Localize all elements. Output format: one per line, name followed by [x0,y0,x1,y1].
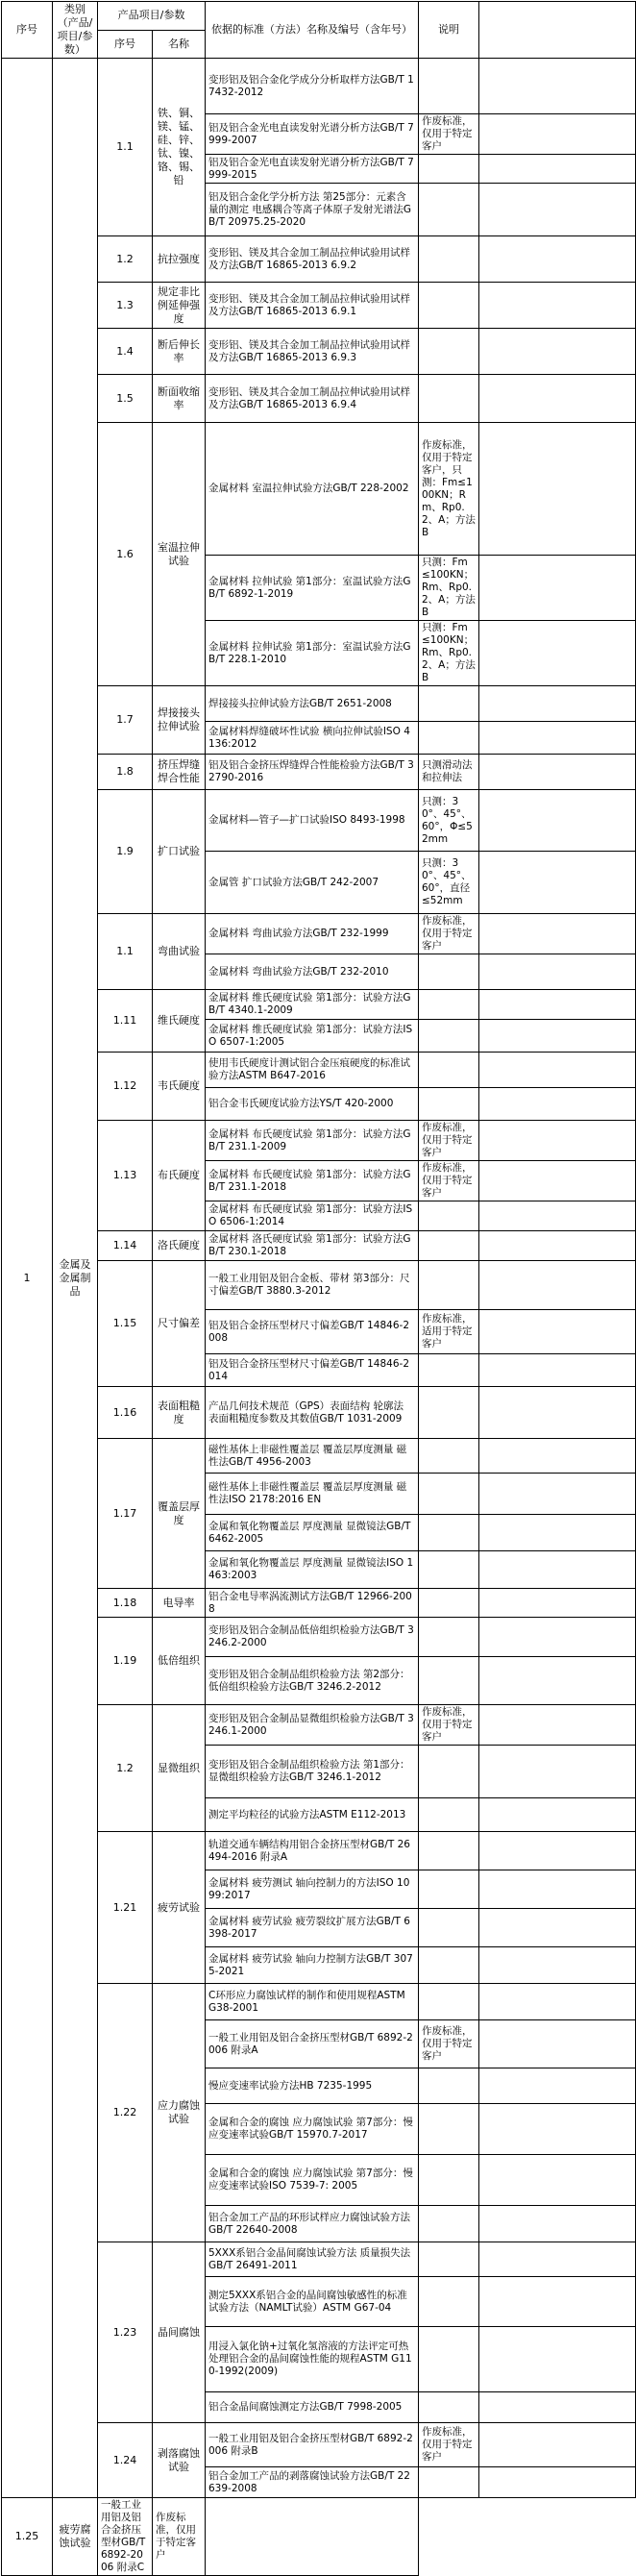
note-cell: 只测：Fm≤100KN；Rm、Rp0.2、A；方法B [419,621,479,686]
item-name: 电导率 [153,1589,206,1618]
note-cell [419,1201,479,1231]
header-sub-seq: 序号 [98,30,153,59]
page [0,1,636,2573]
item-seq: 1.3 [98,283,153,329]
empty-cell [479,790,636,852]
item-seq: 1.25 [2,2498,53,2576]
standard-cell: 变形铝、镁及其合金加工制品拉伸试验用试样及方法GB/T 16865-2013 6.9.1 [206,283,419,329]
note-cell [419,1984,479,2020]
item-seq: 1.1 [98,59,153,236]
item-seq: 1.16 [98,1387,153,1439]
standard-cell: 金属材料 疲劳试验 轴向力控制方法GB/T 3075-2021 [206,1947,419,1984]
note-cell [419,2242,479,2277]
empty-cell [479,2068,636,2104]
item-name: 焊接接头拉伸试验 [153,686,206,755]
item-seq: 1.23 [98,2242,153,2423]
item-seq: 1.19 [98,1618,153,1705]
note-cell [419,1832,479,1870]
note-cell [419,2206,479,2242]
standard-cell: 一般工业用铝及铝合金挤压型材GB/T 6892-2006 附录B [206,2423,419,2467]
item-name: 断面收缩率 [153,375,206,423]
standard-cell: 金属材料 弯曲试验方法GB/T 232-1999 [206,914,419,954]
empty-cell [479,1832,636,1870]
item-seq: 1.7 [98,686,153,755]
empty-cell [479,1551,636,1589]
note-cell [419,236,479,283]
standard-cell: 金属材料 室温拉伸试验方法GB/T 228-2002 [206,423,419,556]
empty-cell [479,2467,636,2498]
main-seq: 1 [2,59,53,2498]
note-cell: 作废标准，仅用于特定客户 [419,914,479,954]
standard-cell: 慢应变速率试验方法HB 7235-1995 [206,2068,419,2104]
note-cell [419,1589,479,1618]
standard-cell: 铝及铝合金化学分析方法 第25部分：元素含量的测定 电感耦合等离子体原子发射光谱法GB/T 20975.25-2020 [206,184,419,236]
empty-cell [206,2498,419,2576]
standard-cell: 金属和合金的腐蚀 应力腐蚀试验 第7部分：慢应变速率试验ISO 7539-7: 2005 [206,2155,419,2206]
standard-cell: 变形铝及铝合金化学成分分析取样方法GB/T 17432-2012 [206,59,419,114]
note-cell [419,1020,479,1053]
note-cell [419,155,479,184]
item-name: 晶间腐蚀 [153,2242,206,2423]
item-seq: 1.22 [98,1984,153,2242]
standard-cell: 变形铝及铝合金制品组织检验方法 第1部分：显微组织检验方法GB/T 3246.1-2012 [206,1746,419,1798]
standard-cell: 金属材料 布氏硬度试验 第1部分：试验方法ISO 6506-1:2014 [206,1201,419,1231]
header-category: 类别（产品/项目/参数） [53,2,98,59]
item-seq: 1.12 [98,1053,153,1121]
item-name: 应力腐蚀试验 [153,1984,206,2242]
note-cell [419,184,479,236]
item-seq: 1.24 [98,2423,153,2498]
empty-cell [479,914,636,954]
empty-cell [479,1439,636,1474]
item-name: 低倍组织 [153,1618,206,1705]
empty-cell [479,184,636,236]
note-cell [419,1947,479,1984]
empty-cell [479,1310,636,1354]
header-note: 说明 [419,2,479,59]
note-cell: 只测：30°、45°、60°，直径≤52mm [419,852,479,914]
standard-cell: 铝合金加工产品的环形试样应力腐蚀试验方法GB/T 22640-2008 [206,2206,419,2242]
standard-cell: 变形铝及铝合金制品显微组织检验方法GB/T 3246.1-2000 [206,1705,419,1746]
empty-cell [479,2020,636,2068]
empty-cell [479,1746,636,1798]
item-name: 铁、铜、镁、锰、硅、锌、钛、镍、铬、锡、铅 [153,59,206,236]
standard-cell: 变形铝及铝合金制品低倍组织检验方法GB/T 3246.2-2000 [206,1618,419,1657]
standard-cell: 金属材料—管子—扩口试验ISO 8493-1998 [206,790,419,852]
empty-cell [479,1657,636,1705]
item-name: 洛氏硬度 [153,1231,206,1261]
empty-cell [479,1474,636,1515]
item-name: 剥落腐蚀试验 [153,2423,206,2498]
item-seq: 1.13 [98,1121,153,1231]
empty-cell [479,1947,636,1984]
standard-cell: 变形铝、镁及其合金加工制品拉伸试验用试样及方法GB/T 16865-2013 6.9.3 [206,329,419,375]
standard-cell: 金属材料 弯曲试验方法GB/T 232-2010 [206,954,419,990]
standard-cell: 产品几何技术规范（GPS）表面结构 轮廓法 表面粗糙度参数及其数值GB/T 1031-2009 [206,1387,419,1439]
standard-cell: 一般工业用铝及铝合金挤压型材GB/T 6892-2006 附录A [206,2020,419,2068]
item-seq: 1.5 [98,375,153,423]
empty-cell [479,1589,636,1618]
note-cell: 只测：Fm≤100KN；Rm、Rp0.2、A；方法 B [419,556,479,621]
empty-cell [479,2423,636,2467]
note-cell [419,2068,479,2104]
standard-cell: 金属材料焊缝破坏性试验 横向拉伸试验ISO 4136:2012 [206,722,419,755]
note-cell: 作废标准，仅用于特定客户 [419,1121,479,1161]
note-cell [419,1053,479,1088]
standard-cell: 用浸入氯化钠+过氧化氢溶液的方法评定可热处理铝合金的晶间腐蚀性能的规程ASTM G110-1992(2009) [206,2327,419,2392]
empty-cell [479,621,636,686]
empty-cell [479,1387,636,1439]
item-name: 挤压焊缝焊合性能 [153,755,206,790]
empty-cell [479,2155,636,2206]
note-cell [419,1387,479,1439]
note-cell [419,2155,479,2206]
empty-cell [479,1121,636,1161]
item-name: 规定非比例延伸强度 [153,283,206,329]
standard-cell: 铝及铝合金光电直读发射光谱分析方法GB/T 7999-2015 [206,155,419,184]
empty-cell [479,1909,636,1947]
header-standard: 依据的标准（方法）名称及编号（含年号） [206,2,419,59]
item-name: 显微组织 [153,1705,206,1832]
standard-cell: 铝合金加工产品的剥落腐蚀试验方法GB/T 22639-2008 [206,2467,419,2498]
standard-cell: 轨道交通车辆结构用铝合金挤压型材GB/T 26494-2016 附录A [206,1832,419,1870]
header-seq: 序号 [2,2,53,59]
standard-cell: 铝及铝合金挤压焊缝焊合性能检验方法GB/T 32790-2016 [206,755,419,790]
item-name: 抗拉强度 [153,236,206,283]
standard-cell: 金属材料 洛氏硬度试验 第1部分：试验方法GB/T 230.1-2018 [206,1231,419,1261]
item-seq: 1.9 [98,790,153,914]
item-name: 疲劳腐蚀试验 [53,2498,98,2576]
empty-cell [479,1354,636,1387]
standard-cell: 测定平均粒径的试验方法ASTM E112-2013 [206,1798,419,1832]
note-cell [419,1618,479,1657]
item-seq: 1.21 [98,1832,153,1984]
standard-cell: 测定5XXX系铝合金的晶间腐蚀敏感性的标准试验方法（NAMLT试验）ASTM G67-04 [206,2277,419,2327]
note-cell [419,1231,479,1261]
capability-table [1,1,636,2576]
note-cell: 作废标准，仅用于特定客户 [419,1161,479,1201]
standard-cell: 金属材料 布氏硬度试验 第1部分：试验方法GB/T 231.1-2009 [206,1121,419,1161]
item-name: 覆盖层厚度 [153,1439,206,1589]
item-name: 室温拉伸试验 [153,423,206,686]
empty-cell [479,1870,636,1909]
empty-cell [479,329,636,375]
standard-cell: 金属材料 拉伸试验 第1部分：室温试验方法GB/T 228.1-2010 [206,621,419,686]
empty-cell [479,755,636,790]
note-cell [419,1515,479,1551]
note-cell [419,686,479,722]
item-seq: 1.18 [98,1589,153,1618]
table-row [2,59,636,114]
empty-cell [479,1231,636,1261]
main-category: 金属及金属制品 [53,59,98,2498]
empty-cell [479,1515,636,1551]
empty-cell [479,2392,636,2423]
note-cell: 作废标准，仅用于特定客户 [419,114,479,155]
standard-cell: C环形应力腐蚀试样的制作和使用规程ASTM G38-2001 [206,1984,419,2020]
item-name: 尺寸偏差 [153,1261,206,1387]
note-cell [419,722,479,755]
note-cell [419,1870,479,1909]
empty-cell [479,1020,636,1053]
item-seq: 1.6 [98,423,153,686]
note-cell [419,1088,479,1121]
empty-cell [479,990,636,1020]
empty-cell [479,1705,636,1746]
empty-cell [479,1984,636,2020]
note-cell: 作废标准，仅用于特定客户 [419,2020,479,2068]
empty-cell [479,2242,636,2277]
empty-cell [479,852,636,914]
standard-cell: 金属和氧化物覆盖层 厚度测量 显微镜法ISO 1463:2003 [206,1551,419,1589]
empty-cell [479,954,636,990]
note-cell [419,1474,479,1515]
empty-cell [479,722,636,755]
empty-cell [479,686,636,722]
item-seq: 1.11 [98,990,153,1053]
standard-cell: 金属和氧化物覆盖层 厚度测量 显微镜法GB/T 6462-2005 [206,1515,419,1551]
empty-cell [479,236,636,283]
standard-cell: 变形铝、镁及其合金加工制品拉伸试验用试样及方法GB/T 16865-2013 6.9.4 [206,375,419,423]
empty-cell [479,2104,636,2155]
standard-cell: 金属材料 疲劳试验 疲劳裂纹扩展方法GB/T 6398-2017 [206,1909,419,1947]
item-seq: 1.4 [98,329,153,375]
standard-cell: 变形铝、镁及其合金加工制品拉伸试验用试样及方法GB/T 16865-2013 6.9.2 [206,236,419,283]
standard-cell: 磁性基体上非磁性覆盖层 覆盖层厚度测量 磁性法ISO 2178:2016 EN [206,1474,419,1515]
empty-cell [479,114,636,155]
header-name: 名称 [153,30,206,59]
empty-cell [479,423,636,556]
table-row [2,2498,636,2576]
note-cell [419,1909,479,1947]
standard-cell: 金属材料 维氏硬度试验 第1部分：试验方法GB/T 4340.1-2009 [206,990,419,1020]
item-seq: 1.2 [98,1705,153,1832]
empty-cell [479,155,636,184]
item-name: 维氏硬度 [153,990,206,1053]
standard-cell: 金属材料 疲劳测试 轴向控制力的方法ISO 1099:2017 [206,1870,419,1909]
standard-cell: 铝及铝合金挤压型材尺寸偏差GB/T 14846-2014 [206,1354,419,1387]
note-cell [419,59,479,114]
note-cell [419,1354,479,1387]
item-name: 韦氏硬度 [153,1053,206,1121]
empty-cell [479,1088,636,1121]
empty-cell [479,283,636,329]
standard-cell: 5XXX系铝合金晶间腐蚀试验方法 质量损失法GB/T 26491-2011 [206,2242,419,2277]
standard-cell: 铝及铝合金光电直读发射光谱分析方法GB/T 7999-2007 [206,114,419,155]
note-cell [419,1746,479,1798]
note-cell [419,990,479,1020]
note-cell [419,2104,479,2155]
note-cell [419,1439,479,1474]
note-cell [419,1657,479,1705]
note-cell [419,1261,479,1310]
note-cell [419,2277,479,2327]
standard-cell: 磁性基体上非磁性覆盖层 覆盖层厚度测量 磁性法GB/T 4956-2003 [206,1439,419,1474]
note-cell [419,329,479,375]
note-cell [419,2327,479,2392]
item-seq: 1.1 [98,914,153,990]
standard-cell: 变形铝及铝合金制品组织检验方法 第2部分：低倍组织检验方法GB/T 3246.2-2012 [206,1657,419,1705]
empty-cell [479,1798,636,1832]
standard-cell: 一般工业用铝及铝合金挤压型材GB/T 6892-2006 附录C [98,2498,153,2576]
standard-cell: 使用韦氏硬度计测试铝合金压痕硬度的标准试验方法ASTM B647-2016 [206,1053,419,1088]
item-name: 弯曲试验 [153,914,206,990]
note-cell [419,283,479,329]
item-seq: 1.2 [98,236,153,283]
note-cell: 作废标准，适用于特定客户 [419,1310,479,1354]
note-cell [419,954,479,990]
item-seq: 1.8 [98,755,153,790]
standard-cell: 焊接接头拉伸试验方法GB/T 2651-2008 [206,686,419,722]
standard-cell: 金属管 扩口试验方法GB/T 242-2007 [206,852,419,914]
standard-cell: 金属材料 维氏硬度试验 第1部分：试验方法ISO 6507-1:2005 [206,1020,419,1053]
standard-cell: 一般工业用铝及铝合金板、带材 第3部分：尺寸偏差GB/T 3880.3-2012 [206,1261,419,1310]
empty-cell [479,2277,636,2327]
empty-cell [479,59,636,114]
empty-cell [479,1618,636,1657]
empty-cell [479,375,636,423]
item-name: 疲劳试验 [153,1832,206,1984]
standard-cell: 金属和合金的腐蚀 应力腐蚀试验 第7部分：慢应变速率试验GB/T 15970.7-2017 [206,2104,419,2155]
item-seq: 1.14 [98,1231,153,1261]
note-cell: 作废标准，仅用于特定客户，只测：Fm≤100KN；Rm、Rp0.2、A；方法 B [419,423,479,556]
standard-cell: 铝合金电导率涡流测试方法GB/T 12966-2008 [206,1589,419,1618]
item-seq: 1.17 [98,1439,153,1589]
standard-cell: 金属材料 布氏硬度试验 第1部分：试验方法GB/T 231.1-2018 [206,1161,419,1201]
item-seq: 1.15 [98,1261,153,1387]
standard-cell: 铝合金韦氏硬度试验方法YS/T 420-2000 [206,1088,419,1121]
note-cell [419,2467,479,2498]
item-name: 断后伸长率 [153,329,206,375]
item-name: 扩口试验 [153,790,206,914]
item-name: 布氏硬度 [153,1121,206,1231]
header-empty [479,2,636,59]
empty-cell [479,2327,636,2392]
empty-cell [479,1161,636,1201]
empty-cell [479,1261,636,1310]
note-cell: 作废标准，仅用于特定客户 [419,1705,479,1746]
note-cell: 只测滑动法和拉伸法 [419,755,479,790]
note-cell [419,1551,479,1589]
note-cell [419,2392,479,2423]
note-cell [419,375,479,423]
item-name: 表面粗糙度 [153,1387,206,1439]
note-cell: 作废标准，仅用于特定客户 [153,2498,206,2576]
note-cell: 作废标准，仅用于特定客户 [419,2423,479,2467]
standard-cell: 铝合金晶间腐蚀测定方法GB/T 7998-2005 [206,2392,419,2423]
standard-cell: 铝及铝合金挤压型材尺寸偏差GB/T 14846-2008 [206,1310,419,1354]
note-cell [419,1798,479,1832]
header-product-params: 产品项目/参数 [98,2,206,31]
empty-cell [479,1053,636,1088]
empty-cell [479,556,636,621]
header-row-1 [2,2,636,31]
note-cell: 只测：30°、45°、60°，Φ≤52mm [419,790,479,852]
empty-cell [479,2206,636,2242]
empty-cell [479,1201,636,1231]
standard-cell: 金属材料 拉伸试验 第1部分：室温试验方法GB/T 6892-1-2019 [206,556,419,621]
